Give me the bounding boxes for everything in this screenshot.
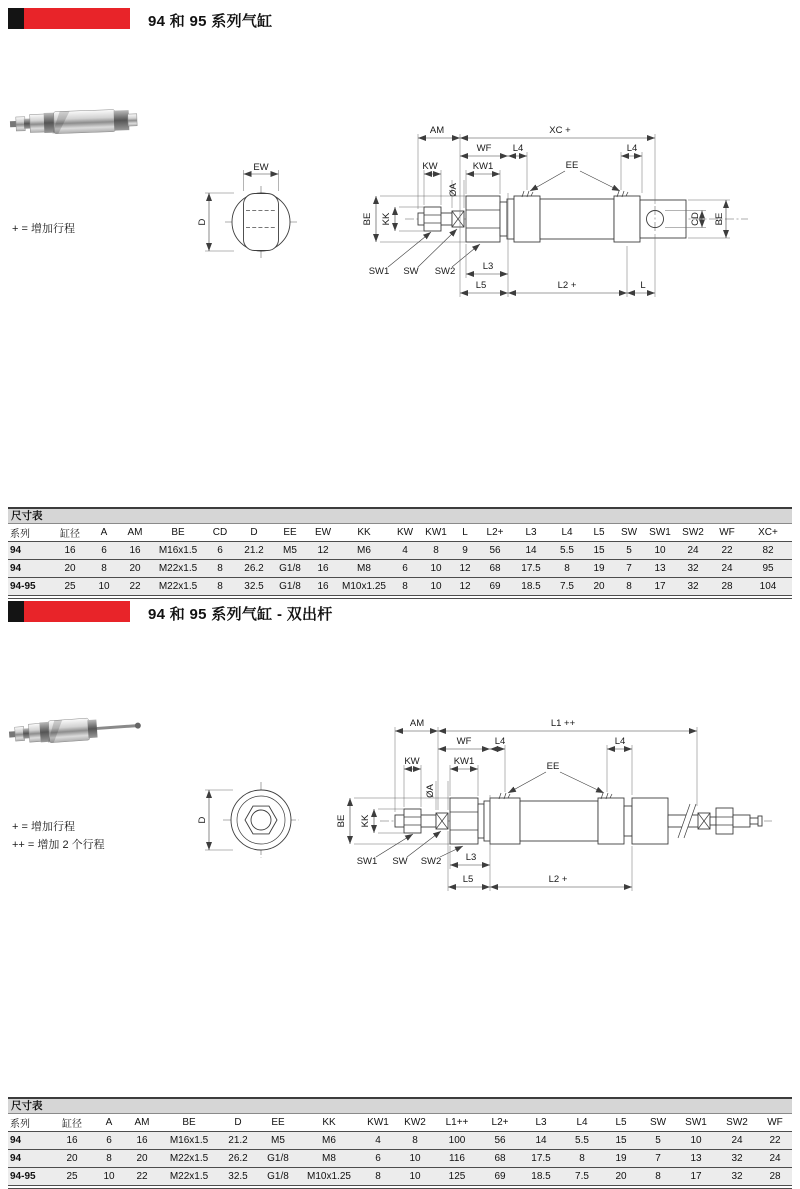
cell: G1/8: [258, 1150, 298, 1168]
cell: 116: [434, 1150, 480, 1168]
cell: 5: [614, 542, 644, 560]
cell: 6: [94, 1132, 124, 1150]
cell: 21.2: [218, 1132, 258, 1150]
column-header: AM: [124, 1114, 160, 1132]
cell: 12: [308, 542, 338, 560]
note-double-stroke: ++ = 增加 2 个行程: [12, 839, 105, 851]
cell: 8: [550, 560, 584, 578]
header-row: [8, 1114, 792, 1132]
cell: 7.5: [562, 1168, 602, 1188]
dim-label-l: L: [640, 280, 646, 291]
table-row: [8, 1168, 792, 1188]
column-header: A: [94, 1114, 124, 1132]
dim-label-l5-2: L5: [462, 874, 474, 885]
table-caption-1: 尺寸表: [8, 507, 792, 524]
cell: 82: [744, 542, 792, 560]
cell: 24: [676, 542, 710, 560]
column-header: XC+: [744, 524, 792, 542]
column-header: KW2: [396, 1114, 434, 1132]
cell: 14: [520, 1132, 562, 1150]
column-header: L1++: [434, 1114, 480, 1132]
cell: 25: [50, 578, 90, 598]
column-header: L2+: [480, 1114, 520, 1132]
column-header: SW2: [676, 524, 710, 542]
cell: M6: [298, 1132, 360, 1150]
column-header: L2+: [478, 524, 512, 542]
dim-label-kw1: KW1: [472, 161, 494, 172]
photo-cylinder-body: [10, 109, 138, 135]
column-header: L3: [520, 1114, 562, 1132]
cell: 17.5: [520, 1150, 562, 1168]
dim-label-l2: L2 +: [557, 280, 577, 291]
table-row: [8, 1132, 792, 1150]
column-header: EW: [308, 524, 338, 542]
dim-label-sw1-2: SW1: [356, 856, 378, 867]
cell: 69: [478, 578, 512, 598]
cell: 69: [480, 1168, 520, 1188]
cell: 95: [744, 560, 792, 578]
cell: 5.5: [562, 1132, 602, 1150]
cell: 32: [676, 560, 710, 578]
banner-red-2: [24, 601, 130, 622]
cell: 17: [676, 1168, 716, 1188]
cell: 94: [8, 560, 50, 578]
column-header: SW: [614, 524, 644, 542]
dim-label-l3-2: L3: [465, 852, 477, 863]
cell: 16: [50, 1132, 94, 1150]
dim-label-be-right: BE: [714, 212, 725, 226]
cell: 56: [478, 542, 512, 560]
cell: 19: [584, 560, 614, 578]
dim-label-l2-2: L2 +: [548, 874, 568, 885]
section-title-1: 94 和 95 系列气缸: [148, 13, 273, 30]
column-header: SW1: [676, 1114, 716, 1132]
cell: M5: [272, 542, 308, 560]
column-header: KW1: [420, 524, 452, 542]
column-header: EE: [258, 1114, 298, 1132]
cell: 8: [360, 1168, 396, 1188]
cell: 26.2: [218, 1150, 258, 1168]
note-stroke-2: + = 增加行程: [12, 821, 75, 833]
cell: 7.5: [550, 578, 584, 598]
cell: M22x1.5: [160, 1150, 218, 1168]
table-double-rod: [8, 1114, 792, 1189]
dim-label-l4a: L4: [512, 143, 524, 154]
cell: 6: [390, 560, 420, 578]
column-header: L4: [562, 1114, 602, 1132]
cell: 8: [396, 1132, 434, 1150]
cell: 8: [90, 560, 118, 578]
cell: 5: [640, 1132, 676, 1150]
cell: 20: [118, 560, 152, 578]
cell: 18.5: [520, 1168, 562, 1188]
dim-label-wf2: WF: [456, 736, 472, 747]
cell: M22x1.5: [152, 578, 204, 598]
cell: 8: [562, 1150, 602, 1168]
dim-label-sw1: SW1: [368, 266, 390, 277]
cell: 9: [452, 542, 478, 560]
cell: 14: [512, 542, 550, 560]
cell: 13: [676, 1150, 716, 1168]
column-header: KW: [390, 524, 420, 542]
cell: M16x1.5: [152, 542, 204, 560]
cell: 12: [452, 578, 478, 598]
cell: 26.2: [236, 560, 272, 578]
cell: M5: [258, 1132, 298, 1150]
cell: 32: [716, 1150, 758, 1168]
cell: M10x1.25: [298, 1168, 360, 1188]
cell: 15: [584, 542, 614, 560]
column-header: 缸径: [50, 1114, 94, 1132]
table-row: [8, 578, 792, 598]
cell: 24: [710, 560, 744, 578]
cell: 18.5: [512, 578, 550, 598]
cell: 32: [676, 578, 710, 598]
column-header: KK: [298, 1114, 360, 1132]
cell: 21.2: [236, 542, 272, 560]
cell: 100: [434, 1132, 480, 1150]
column-header: KK: [338, 524, 390, 542]
side-view-double: [380, 793, 772, 844]
cell: M16x1.5: [160, 1132, 218, 1150]
column-header: WF: [710, 524, 744, 542]
cell: 15: [602, 1132, 640, 1150]
cell: 4: [360, 1132, 396, 1150]
cell: 8: [204, 578, 236, 598]
cell: 16: [124, 1132, 160, 1150]
dim-label-d2: D: [197, 816, 208, 824]
cell: 10: [420, 578, 452, 598]
cell: 94-95: [8, 1168, 50, 1188]
dim-label-kk: KK: [381, 212, 392, 226]
dim-label-be: BE: [362, 212, 373, 226]
cell: 10: [676, 1132, 716, 1150]
dim-label-am: AM: [429, 125, 445, 136]
column-header: 缸径: [50, 524, 90, 542]
cell: 8: [640, 1168, 676, 1188]
cell: 19: [602, 1150, 640, 1168]
cell: 94: [8, 1150, 50, 1168]
cell: 20: [124, 1150, 160, 1168]
dim-label-l5: L5: [475, 280, 487, 291]
cell: 68: [480, 1150, 520, 1168]
end-view-single: [197, 162, 297, 258]
cell: 20: [584, 578, 614, 598]
cell: 104: [744, 578, 792, 598]
note-stroke-1: + = 增加行程: [12, 223, 75, 235]
cell: 10: [644, 542, 676, 560]
column-header: KW1: [360, 1114, 396, 1132]
table-row: [8, 542, 792, 560]
dim-label-kw1-2: KW1: [453, 756, 475, 767]
cell: 17: [644, 578, 676, 598]
cell: M22x1.5: [160, 1168, 218, 1188]
cell: 22: [710, 542, 744, 560]
cell: 32.5: [218, 1168, 258, 1188]
cell: 7: [640, 1150, 676, 1168]
cell: 24: [758, 1150, 792, 1168]
cell: 13: [644, 560, 676, 578]
cell: 20: [602, 1168, 640, 1188]
dim-label-kw2: KW: [404, 756, 420, 767]
drawing-double-rod: [195, 695, 795, 910]
cell: 68: [478, 560, 512, 578]
column-header: BE: [160, 1114, 218, 1132]
cell: 6: [90, 542, 118, 560]
cell: M10x1.25: [338, 578, 390, 598]
cell: 6: [204, 542, 236, 560]
column-header: A: [90, 524, 118, 542]
column-header: L5: [602, 1114, 640, 1132]
dim-label-sw: SW: [403, 266, 419, 277]
column-header: SW1: [644, 524, 676, 542]
dim-label-sw2-2: SW2: [420, 856, 442, 867]
column-header: 系列: [8, 524, 50, 542]
column-header: L3: [512, 524, 550, 542]
cell: 24: [716, 1132, 758, 1150]
table-single-rod: [8, 524, 792, 599]
table-row: [8, 1150, 792, 1168]
drawing-single-rod: [195, 108, 795, 308]
cell: 8: [390, 578, 420, 598]
dimension-table-2: [8, 1097, 792, 1189]
cell: 10: [420, 560, 452, 578]
cell: 10: [90, 578, 118, 598]
cell: 25: [50, 1168, 94, 1188]
cell: 6: [360, 1150, 396, 1168]
cell: 17.5: [512, 560, 550, 578]
cell: 10: [396, 1150, 434, 1168]
cell: 16: [50, 542, 90, 560]
dim-label-oa2: ØA: [425, 784, 436, 798]
cell: 16: [118, 542, 152, 560]
cell: M8: [338, 560, 390, 578]
cell: 94: [8, 1132, 50, 1150]
dim-label-l4b: L4: [626, 143, 638, 154]
end-view-double: [197, 782, 299, 858]
column-header: BE: [152, 524, 204, 542]
cell: G1/8: [272, 578, 308, 598]
dim-label-be2: BE: [336, 814, 347, 828]
table-row: [8, 560, 792, 578]
dim-label-xc: XC +: [549, 125, 571, 136]
column-header: SW2: [716, 1114, 758, 1132]
cell: 94-95: [8, 578, 50, 598]
cell: 4: [390, 542, 420, 560]
cell: 10: [94, 1168, 124, 1188]
cell: 94: [8, 542, 50, 560]
cell: G1/8: [272, 560, 308, 578]
cell: 5.5: [550, 542, 584, 560]
cell: 28: [758, 1168, 792, 1188]
cell: M6: [338, 542, 390, 560]
dim-label-ee: EE: [565, 160, 579, 171]
cell: 8: [614, 578, 644, 598]
column-header: EE: [272, 524, 308, 542]
column-header: WF: [758, 1114, 792, 1132]
dim-label-kw: KW: [422, 161, 438, 172]
cell: 16: [308, 560, 338, 578]
cell: 20: [50, 560, 90, 578]
dim-label-kk2: KK: [360, 814, 371, 828]
dim-label-d: D: [197, 218, 208, 226]
section-title-2: 94 和 95 系列气缸 - 双出杆: [148, 606, 333, 623]
column-header: AM: [118, 524, 152, 542]
column-header: CD: [204, 524, 236, 542]
cell: 8: [94, 1150, 124, 1168]
cell: 56: [480, 1132, 520, 1150]
table-caption-2: 尺寸表: [8, 1097, 792, 1114]
cell: 22: [124, 1168, 160, 1188]
cell: 20: [50, 1150, 94, 1168]
cell: G1/8: [258, 1168, 298, 1188]
column-header: L5: [584, 524, 614, 542]
cell: 7: [614, 560, 644, 578]
header-row: [8, 524, 792, 542]
cell: 8: [204, 560, 236, 578]
cell: 22: [118, 578, 152, 598]
cell: M8: [298, 1150, 360, 1168]
column-header: L: [452, 524, 478, 542]
dim-label-sw-2: SW: [392, 856, 408, 867]
banner-red-1: [24, 8, 130, 29]
cell: 125: [434, 1168, 480, 1188]
column-header: D: [236, 524, 272, 542]
dim-label-ee2: EE: [546, 761, 560, 772]
product-photo-single-rod: [8, 103, 140, 141]
dim-label-am2: AM: [409, 718, 425, 729]
cell: M22x1.5: [152, 560, 204, 578]
cell: 22: [758, 1132, 792, 1150]
dim-label-l4a2: L4: [494, 736, 506, 747]
product-photo-double-rod: [8, 708, 142, 752]
cell: 10: [396, 1168, 434, 1188]
dim-label-l4b2: L4: [614, 736, 626, 747]
column-header: L4: [550, 524, 584, 542]
cell: 32: [716, 1168, 758, 1188]
dimension-table-1: [8, 507, 792, 599]
dim-label-l3: L3: [482, 261, 494, 272]
cell: 16: [308, 578, 338, 598]
dim-label-ew: EW: [253, 162, 269, 173]
cell: 12: [452, 560, 478, 578]
dim-label-oa: ØA: [448, 183, 459, 197]
column-header: D: [218, 1114, 258, 1132]
column-header: SW: [640, 1114, 676, 1132]
dim-label-cd: CD: [690, 212, 701, 226]
cell: 28: [710, 578, 744, 598]
column-header: 系列: [8, 1114, 50, 1132]
dim-label-wf: WF: [476, 143, 492, 154]
cell: 32.5: [236, 578, 272, 598]
cell: 8: [420, 542, 452, 560]
photo-cylinder-body-2: [8, 714, 141, 745]
dim-label-l1: L1 ++: [550, 718, 576, 729]
dim-label-sw2: SW2: [434, 266, 456, 277]
